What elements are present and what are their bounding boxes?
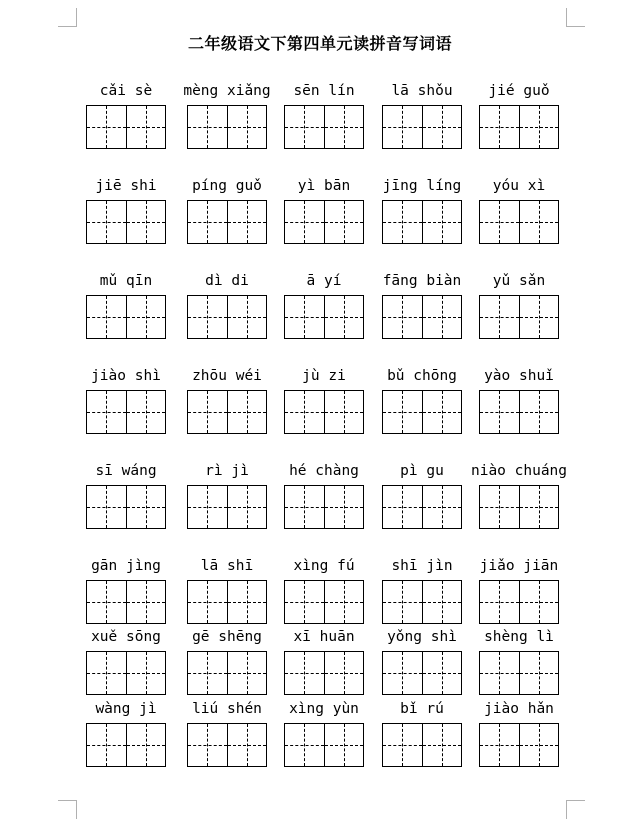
character-cell[interactable] bbox=[324, 724, 364, 766]
character-cell[interactable] bbox=[480, 724, 519, 766]
character-cell[interactable] bbox=[227, 106, 267, 148]
writing-boxes[interactable] bbox=[187, 105, 267, 149]
pinyin-label: xuě sōng bbox=[91, 629, 161, 645]
character-cell[interactable] bbox=[87, 581, 126, 623]
character-cell[interactable] bbox=[383, 201, 422, 243]
writing-boxes[interactable] bbox=[382, 390, 462, 434]
writing-boxes[interactable] bbox=[284, 105, 364, 149]
writing-boxes[interactable] bbox=[86, 580, 166, 624]
character-cell[interactable] bbox=[422, 652, 462, 694]
character-cell[interactable] bbox=[422, 106, 462, 148]
writing-boxes[interactable] bbox=[382, 105, 462, 149]
pinyin-label: bǔ chōng bbox=[387, 368, 457, 384]
character-cell[interactable] bbox=[422, 486, 462, 528]
character-cell[interactable] bbox=[480, 581, 519, 623]
writing-boxes[interactable] bbox=[187, 390, 267, 434]
character-cell[interactable] bbox=[126, 391, 166, 433]
character-cell[interactable] bbox=[519, 486, 559, 528]
character-cell[interactable] bbox=[188, 106, 227, 148]
pinyin-label: shī jìn bbox=[391, 558, 453, 574]
writing-boxes[interactable] bbox=[479, 295, 559, 339]
writing-boxes[interactable] bbox=[382, 485, 462, 529]
character-cell[interactable] bbox=[422, 201, 462, 243]
character-cell[interactable] bbox=[285, 201, 324, 243]
character-cell[interactable] bbox=[126, 581, 166, 623]
writing-boxes[interactable] bbox=[86, 295, 166, 339]
pinyin-label: mèng xiǎng bbox=[183, 83, 271, 99]
pinyin-label: shèng lì bbox=[484, 629, 554, 645]
character-cell[interactable] bbox=[324, 486, 364, 528]
character-cell[interactable] bbox=[227, 296, 267, 338]
character-cell[interactable] bbox=[227, 581, 267, 623]
character-cell[interactable] bbox=[188, 652, 227, 694]
pinyin-label: yǔ sǎn bbox=[492, 273, 546, 289]
character-cell[interactable] bbox=[87, 724, 126, 766]
writing-boxes[interactable] bbox=[86, 200, 166, 244]
character-cell[interactable] bbox=[480, 486, 519, 528]
character-cell[interactable] bbox=[188, 581, 227, 623]
writing-boxes[interactable] bbox=[479, 580, 559, 624]
writing-boxes[interactable] bbox=[284, 200, 364, 244]
writing-boxes[interactable] bbox=[382, 651, 462, 695]
character-cell[interactable] bbox=[480, 652, 519, 694]
writing-boxes[interactable] bbox=[479, 200, 559, 244]
writing-boxes[interactable] bbox=[187, 200, 267, 244]
corner-mark-bottom-right bbox=[566, 800, 585, 819]
character-cell[interactable] bbox=[227, 486, 267, 528]
pinyin-label: jù zi bbox=[302, 368, 346, 384]
pinyin-label: yì bān bbox=[297, 178, 351, 194]
corner-mark-top-left bbox=[58, 8, 77, 27]
character-cell[interactable] bbox=[285, 486, 324, 528]
writing-boxes[interactable] bbox=[86, 390, 166, 434]
character-cell[interactable] bbox=[87, 652, 126, 694]
pinyin-label: pì gu bbox=[400, 463, 444, 479]
character-cell[interactable] bbox=[324, 201, 364, 243]
writing-boxes[interactable] bbox=[382, 200, 462, 244]
pinyin-label: dì di bbox=[205, 273, 249, 289]
pinyin-label: xìng yùn bbox=[289, 701, 359, 717]
character-cell[interactable] bbox=[422, 581, 462, 623]
character-cell[interactable] bbox=[285, 391, 324, 433]
pinyin-label: liú shén bbox=[192, 701, 262, 717]
character-cell[interactable] bbox=[519, 581, 559, 623]
writing-boxes[interactable] bbox=[187, 485, 267, 529]
character-cell[interactable] bbox=[227, 391, 267, 433]
character-cell[interactable] bbox=[285, 724, 324, 766]
character-cell[interactable] bbox=[188, 296, 227, 338]
character-cell[interactable] bbox=[519, 201, 559, 243]
corner-mark-top-right bbox=[566, 8, 585, 27]
pinyin-label: yào shuǐ bbox=[484, 368, 554, 384]
writing-boxes[interactable] bbox=[187, 651, 267, 695]
character-cell[interactable] bbox=[87, 296, 126, 338]
pinyin-label: cǎi sè bbox=[99, 83, 153, 99]
character-cell[interactable] bbox=[383, 486, 422, 528]
character-cell[interactable] bbox=[188, 486, 227, 528]
writing-boxes[interactable] bbox=[86, 723, 166, 767]
pinyin-label: hé chàng bbox=[289, 463, 359, 479]
character-cell[interactable] bbox=[519, 724, 559, 766]
pinyin-label: niào chuáng bbox=[470, 463, 568, 479]
character-cell[interactable] bbox=[126, 652, 166, 694]
writing-boxes[interactable] bbox=[382, 295, 462, 339]
pinyin-label: jiào shì bbox=[91, 368, 161, 384]
writing-boxes[interactable] bbox=[284, 390, 364, 434]
character-cell[interactable] bbox=[87, 391, 126, 433]
pinyin-label: jīng líng bbox=[382, 178, 462, 194]
character-cell[interactable] bbox=[188, 201, 227, 243]
character-cell[interactable] bbox=[227, 652, 267, 694]
writing-boxes[interactable] bbox=[479, 651, 559, 695]
character-cell[interactable] bbox=[285, 652, 324, 694]
pinyin-label: bǐ rú bbox=[400, 701, 444, 717]
character-cell[interactable] bbox=[285, 106, 324, 148]
writing-boxes[interactable] bbox=[86, 105, 166, 149]
pinyin-label: zhōu wéi bbox=[192, 368, 262, 384]
writing-boxes[interactable] bbox=[479, 105, 559, 149]
pinyin-label: xìng fú bbox=[293, 558, 355, 574]
character-cell[interactable] bbox=[383, 652, 422, 694]
pinyin-label: yǒng shì bbox=[387, 629, 457, 645]
pinyin-label: lā shī bbox=[200, 558, 254, 574]
writing-boxes[interactable] bbox=[382, 723, 462, 767]
writing-boxes[interactable] bbox=[479, 485, 559, 529]
character-cell[interactable] bbox=[87, 201, 126, 243]
pinyin-label: sēn lín bbox=[293, 83, 355, 99]
character-cell[interactable] bbox=[188, 391, 227, 433]
writing-boxes[interactable] bbox=[86, 651, 166, 695]
character-cell[interactable] bbox=[324, 581, 364, 623]
pinyin-label: gē shēng bbox=[192, 629, 262, 645]
character-cell[interactable] bbox=[227, 724, 267, 766]
writing-boxes[interactable] bbox=[86, 485, 166, 529]
pinyin-label: jiē shi bbox=[95, 178, 157, 194]
pinyin-label: yóu xì bbox=[492, 178, 546, 194]
writing-boxes[interactable] bbox=[382, 580, 462, 624]
pinyin-label: mǔ qīn bbox=[99, 273, 153, 289]
character-cell[interactable] bbox=[422, 296, 462, 338]
character-cell[interactable] bbox=[383, 106, 422, 148]
character-cell[interactable] bbox=[87, 106, 126, 148]
pinyin-label: gān jìng bbox=[91, 558, 161, 574]
character-cell[interactable] bbox=[383, 296, 422, 338]
character-cell[interactable] bbox=[383, 724, 422, 766]
writing-boxes[interactable] bbox=[479, 390, 559, 434]
character-cell[interactable] bbox=[126, 201, 166, 243]
character-cell[interactable] bbox=[422, 391, 462, 433]
character-cell[interactable] bbox=[519, 652, 559, 694]
character-cell[interactable] bbox=[126, 106, 166, 148]
character-cell[interactable] bbox=[324, 296, 364, 338]
pinyin-label: wàng jì bbox=[95, 701, 157, 717]
writing-boxes[interactable] bbox=[187, 723, 267, 767]
character-cell[interactable] bbox=[383, 391, 422, 433]
page-title: 二年级语文下第四单元读拼音写词语 bbox=[187, 34, 452, 53]
writing-boxes[interactable] bbox=[284, 580, 364, 624]
corner-mark-bottom-left bbox=[58, 800, 77, 819]
writing-boxes[interactable] bbox=[284, 723, 364, 767]
writing-boxes[interactable] bbox=[187, 580, 267, 624]
character-cell[interactable] bbox=[227, 201, 267, 243]
writing-boxes[interactable] bbox=[187, 295, 267, 339]
pinyin-label: jié guǒ bbox=[488, 83, 550, 99]
character-cell[interactable] bbox=[480, 201, 519, 243]
pinyin-label: xī huān bbox=[293, 629, 355, 645]
pinyin-label: rì jì bbox=[205, 463, 249, 479]
character-cell[interactable] bbox=[480, 106, 519, 148]
character-cell[interactable] bbox=[383, 581, 422, 623]
writing-boxes[interactable] bbox=[284, 651, 364, 695]
character-cell[interactable] bbox=[324, 391, 364, 433]
character-cell[interactable] bbox=[480, 296, 519, 338]
character-cell[interactable] bbox=[285, 296, 324, 338]
pinyin-label: píng guǒ bbox=[192, 178, 262, 194]
character-cell[interactable] bbox=[285, 581, 324, 623]
character-cell[interactable] bbox=[324, 106, 364, 148]
character-cell[interactable] bbox=[480, 391, 519, 433]
pinyin-label: lā shǒu bbox=[391, 83, 453, 99]
character-cell[interactable] bbox=[324, 652, 364, 694]
character-cell[interactable] bbox=[126, 724, 166, 766]
pinyin-label: sī wáng bbox=[95, 463, 157, 479]
pinyin-label: ā yí bbox=[306, 273, 342, 289]
character-cell[interactable] bbox=[519, 296, 559, 338]
character-cell[interactable] bbox=[126, 486, 166, 528]
writing-boxes[interactable] bbox=[284, 295, 364, 339]
character-cell[interactable] bbox=[188, 724, 227, 766]
writing-boxes[interactable] bbox=[479, 723, 559, 767]
character-cell[interactable] bbox=[519, 391, 559, 433]
pinyin-label: jiǎo jiān bbox=[479, 558, 559, 574]
character-cell[interactable] bbox=[126, 296, 166, 338]
character-cell[interactable] bbox=[422, 724, 462, 766]
pinyin-label: jiào hǎn bbox=[484, 701, 554, 717]
character-cell[interactable] bbox=[87, 486, 126, 528]
pinyin-label: fāng biàn bbox=[382, 273, 462, 289]
character-cell[interactable] bbox=[519, 106, 559, 148]
writing-boxes[interactable] bbox=[284, 485, 364, 529]
